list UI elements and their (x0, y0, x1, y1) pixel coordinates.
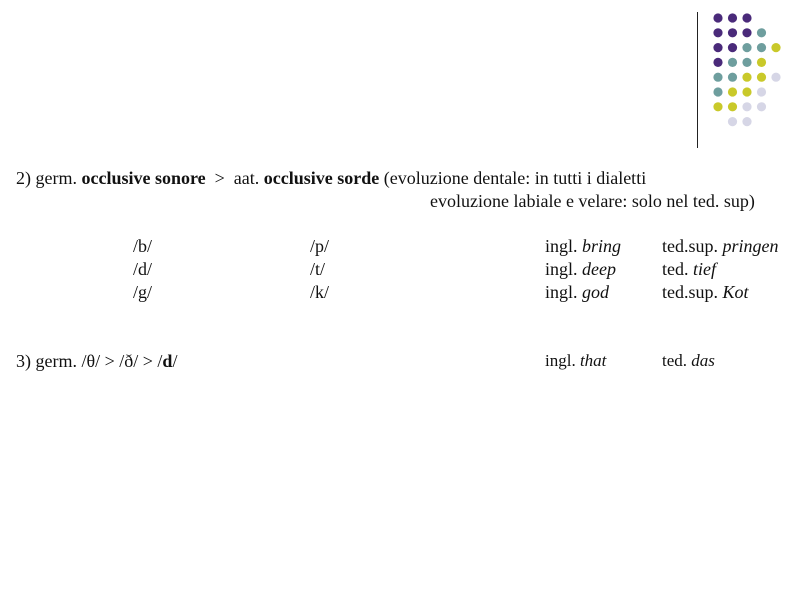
rule-3-german-word: das (691, 351, 715, 370)
decorative-dot (771, 73, 780, 82)
german-prefix: ted.sup. (662, 236, 718, 256)
german-example (662, 281, 749, 303)
rule-2-source-term: occlusive sonore (81, 168, 206, 188)
germanic-phoneme (133, 258, 152, 280)
decorative-dot (742, 73, 751, 82)
rule-3-english-prefix: ingl. (545, 351, 576, 370)
decorative-dot (757, 102, 766, 111)
decorative-dot (757, 87, 766, 96)
decorative-dot (713, 28, 722, 37)
decorative-dot (757, 28, 766, 37)
germanic-phoneme-text: /b/ (133, 236, 153, 256)
rule-2-target-term: occlusive sorde (263, 168, 380, 188)
german-word: Kot (722, 282, 749, 302)
aat-phoneme (310, 281, 329, 303)
rule-2-aat-label: aat. (233, 168, 260, 188)
german-prefix: ted. (662, 259, 689, 279)
decorative-dot (728, 73, 737, 82)
decorative-dot (713, 102, 722, 111)
decorative-dot (728, 102, 737, 111)
decorative-dot (728, 87, 737, 96)
decorative-dot (742, 87, 751, 96)
english-prefix: ingl. (545, 259, 578, 279)
rule-2-number: 2) germ. (16, 168, 77, 188)
germanic-phoneme (133, 281, 152, 303)
german-prefix: ted.sup. (662, 282, 718, 302)
rule-3-text: 3) germ. /θ/ > /ð/ > / (16, 351, 163, 371)
german-word: tief (693, 259, 716, 279)
english-prefix: ingl. (545, 236, 578, 256)
english-word: bring (582, 236, 622, 256)
germanic-phoneme (133, 235, 152, 257)
germanic-phoneme-text: /g/ (133, 282, 153, 302)
decorative-dot (742, 43, 751, 52)
decorative-dot (713, 73, 722, 82)
decorative-dot (728, 28, 737, 37)
rule-3-line (16, 350, 177, 372)
decorative-dot (713, 58, 722, 67)
rule-2-arrow: > (214, 168, 225, 188)
decorative-dot (771, 43, 780, 52)
english-example (545, 281, 609, 303)
aat-phoneme (310, 235, 329, 257)
decorative-dot (742, 102, 751, 111)
aat-phoneme-text: /p/ (310, 236, 330, 256)
rule-2-line (16, 167, 646, 189)
decorative-dot (713, 87, 722, 96)
german-example (662, 235, 779, 257)
rule-2-note-line2: evoluzione labiale e velare: solo nel ted. sup) (430, 191, 755, 211)
decorative-dot (728, 117, 737, 126)
decorative-dot (728, 43, 737, 52)
rule-2-note-line1: (evoluzione dentale: in tutti i dialetti (383, 168, 647, 188)
rule-3-english-word: that (579, 351, 607, 370)
decorative-dot (728, 58, 737, 67)
germanic-phoneme-text: /d/ (133, 259, 153, 279)
rule-3-end: / (172, 351, 178, 371)
aat-phoneme-text: /k/ (310, 282, 330, 302)
decorative-dot (757, 58, 766, 67)
english-example (545, 258, 616, 280)
decorative-dot (728, 13, 737, 22)
decorative-dot (742, 117, 751, 126)
english-word: deep (582, 259, 616, 279)
decorative-dot (742, 28, 751, 37)
german-example (662, 258, 716, 280)
decorative-dot (742, 13, 751, 22)
english-word: god (582, 282, 610, 302)
aat-phoneme-text: /t/ (310, 259, 326, 279)
rule-3-german-example (662, 350, 715, 372)
decorative-dot (713, 43, 722, 52)
rule-3-bold-d: d (162, 351, 173, 371)
rule-3-english-example (545, 350, 606, 372)
german-word: pringen (722, 236, 779, 256)
rule-3-german-prefix: ted. (662, 351, 688, 370)
decorative-dot (757, 73, 766, 82)
decorative-dot (757, 43, 766, 52)
english-example (545, 235, 621, 257)
english-prefix: ingl. (545, 282, 578, 302)
decorative-dot (713, 13, 722, 22)
aat-phoneme (310, 258, 325, 280)
decorative-dot (742, 58, 751, 67)
decorative-dot-grid (0, 0, 800, 150)
